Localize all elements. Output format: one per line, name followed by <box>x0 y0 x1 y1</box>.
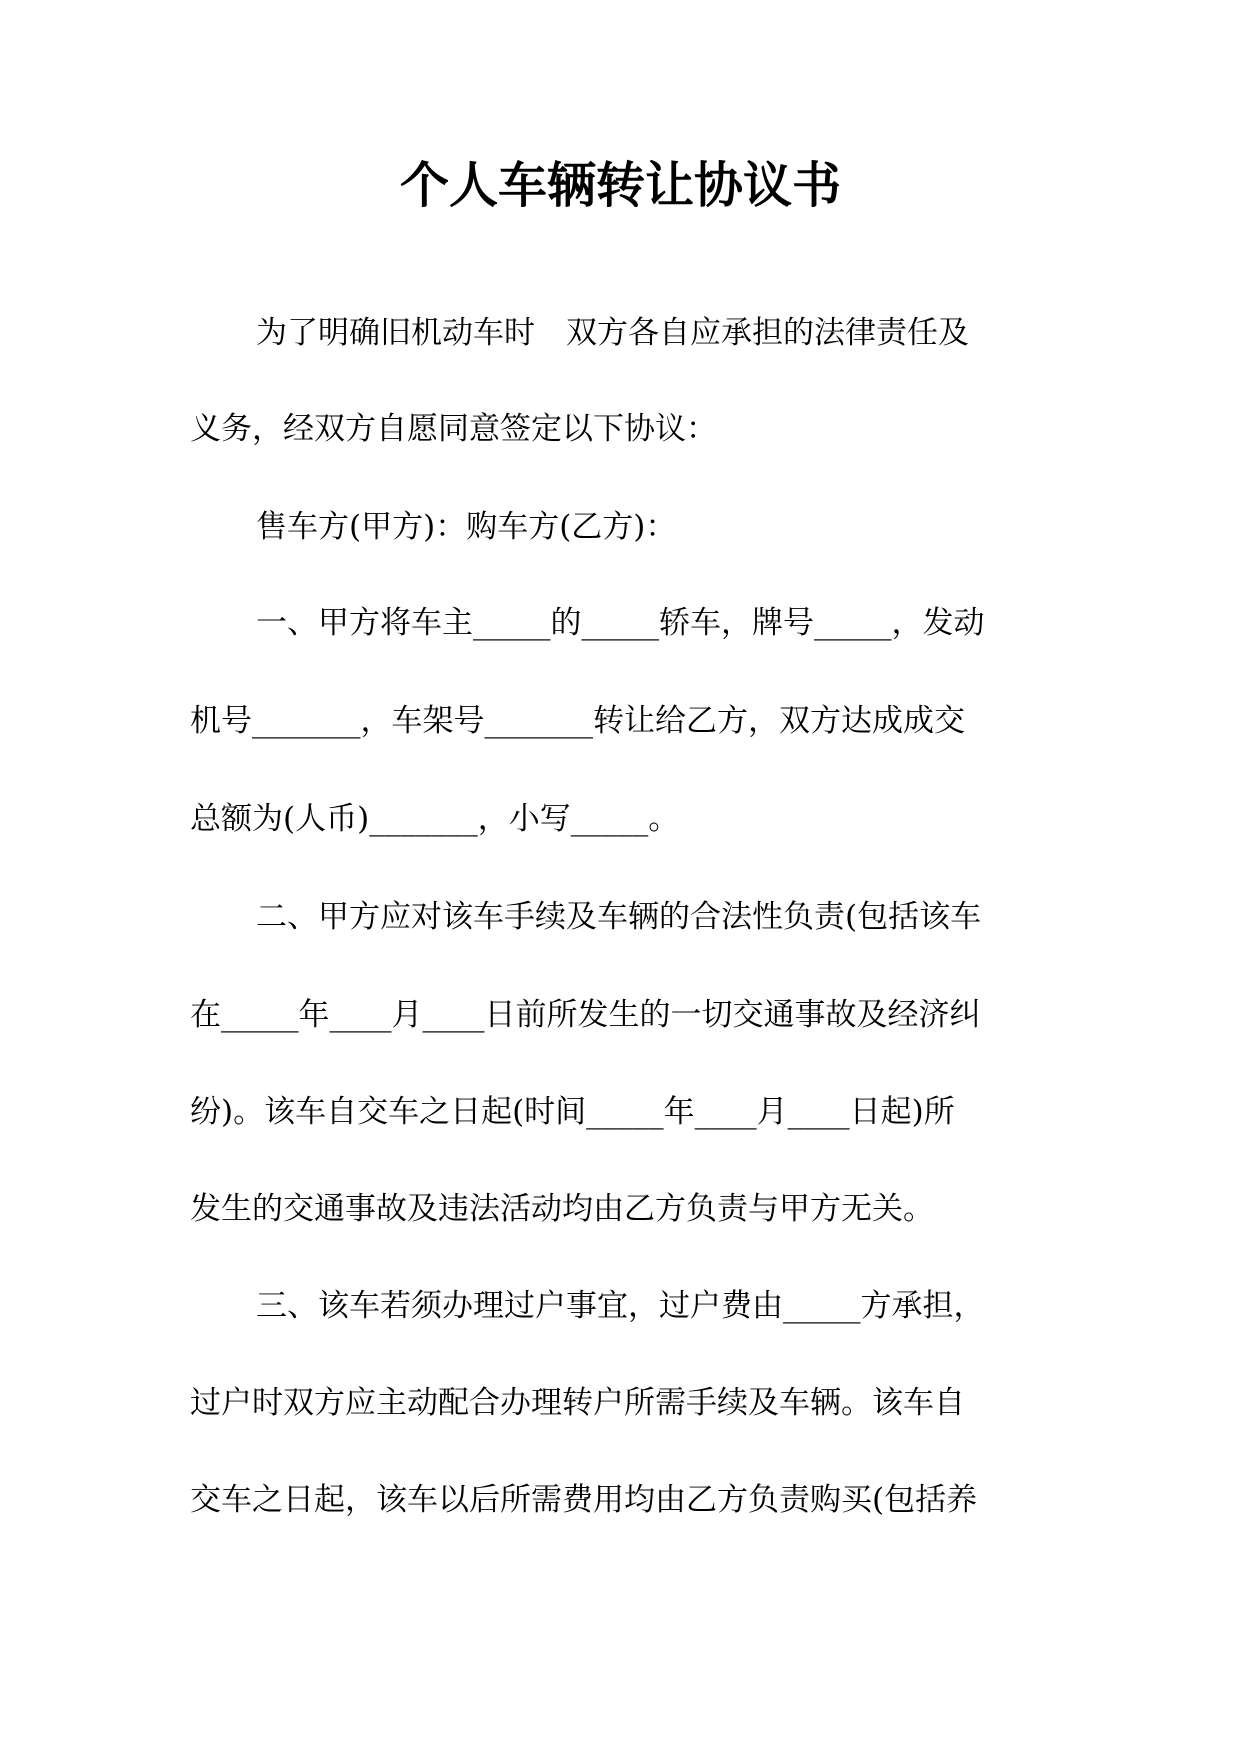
clause-2-line-2: 在_____年____月____日前所发生的一切交通事故及经济纠 <box>190 997 981 1033</box>
clause-2-line-1: 二、甲方应对该车手续及车辆的合法性负责(包括该车 <box>256 899 982 935</box>
clause-2-line-3: 纷)。该车自交车之日起(时间_____年____月____日起)所 <box>190 1094 955 1130</box>
clause-1-line-1: 一、甲方将车主_____的_____轿车，牌号_____，发动 <box>256 605 985 641</box>
paragraph-intro-line-1: 为了明确旧机动车时 双方各自应承担的法律责任及 <box>256 315 969 351</box>
clause-1-line-3: 总额为(人币)_______，小写_____。 <box>190 801 680 837</box>
paragraph-intro-line-2: 义务，经双方自愿同意签定以下协议： <box>190 411 717 447</box>
clause-3-line-1: 三、该车若须办理过户事宜，过户费由_____方承担， <box>256 1288 985 1324</box>
document-title: 个人车辆转让协议书 <box>399 156 841 214</box>
clause-3-line-2: 过户时双方应主动配合办理转户所需手续及车辆。该车自 <box>190 1385 965 1421</box>
clause-3-line-3: 交车之日起，该车以后所需费用均由乙方负责购买(包括养 <box>190 1482 978 1518</box>
clause-1-line-2: 机号_______，车架号_______转让给乙方，双方达成成交 <box>190 703 965 739</box>
clause-2-line-4: 发生的交通事故及违法活动均由乙方负责与甲方无关。 <box>190 1191 934 1227</box>
parties-line: 售车方(甲方)：购车方(乙方)： <box>256 509 677 545</box>
